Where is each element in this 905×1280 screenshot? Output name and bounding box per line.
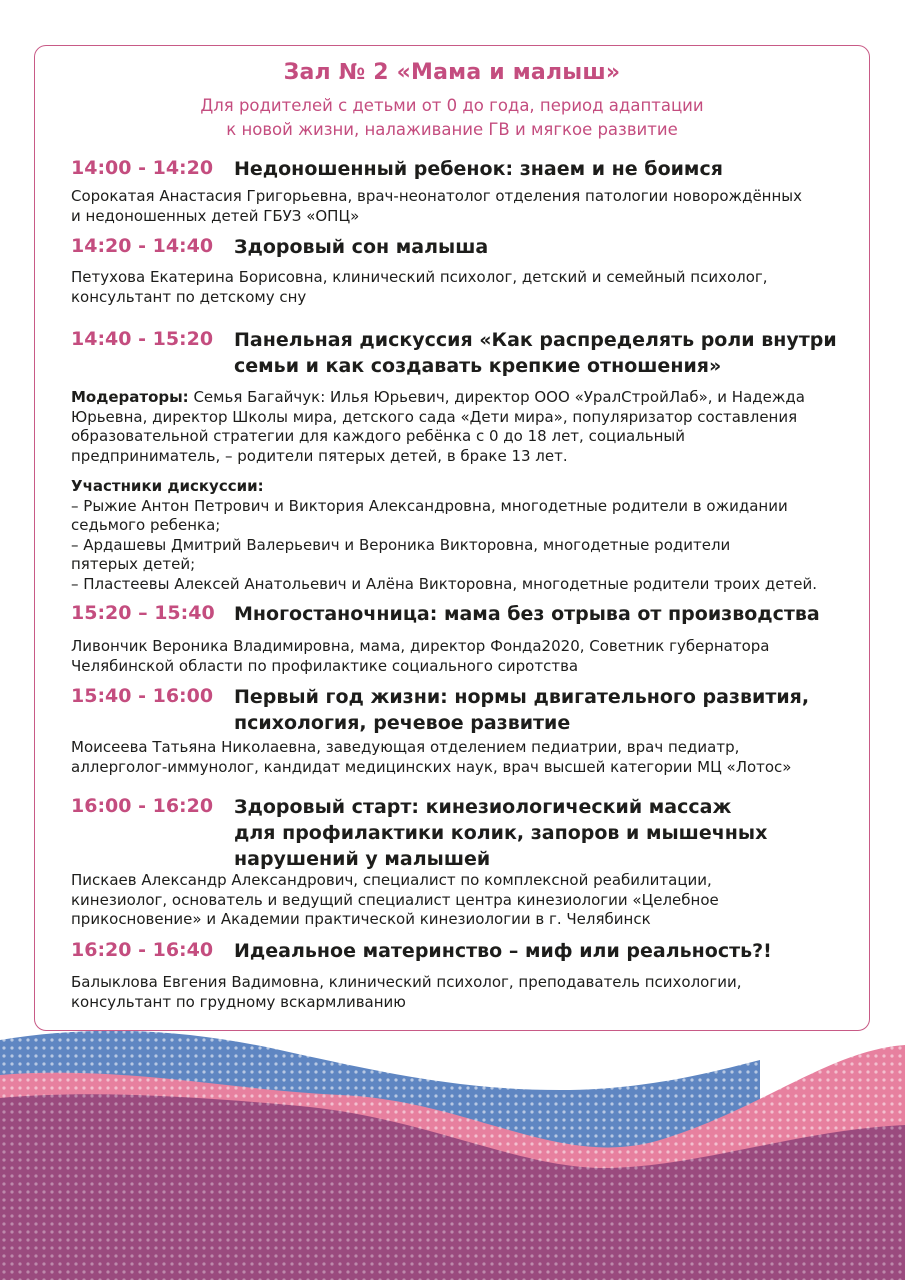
session-7-topic [234, 938, 772, 964]
session-5-topic-line-2: психология, речевое развитие [234, 712, 571, 734]
session-4-speaker-line-2: Челябинской области по профилактике социального сиротства [71, 656, 579, 675]
hall-title: Зал № 2 «Мама и малыш» [283, 60, 621, 85]
program-card [34, 45, 870, 1031]
session-6-topic-line-2: для профилактики колик, запоров и мышечных [234, 822, 768, 844]
session-5-speaker [71, 738, 871, 777]
session-7-speaker-line-1: Балыклова Евгения Вадимовна, клинический психолог, преподаватель психологии, [71, 973, 742, 991]
session-5-speaker-line-1: Моисеева Татьяна Николаевна, заведующая отделением педиатрии, врач педиатр, [71, 738, 740, 756]
session-1-speaker [71, 187, 871, 226]
moderators-label: Модераторы: [71, 388, 189, 406]
participants-line-5: – Пластеевы Алексей Анатольевич и Алёна Викторовна, многодетные родители троих детей. [71, 574, 817, 593]
session-5-speaker-line-2: аллерголог-иммунолог, кандидат медицинских наук, врач высшей категории МЦ «Лотос» [71, 757, 792, 776]
session-4-speaker [71, 637, 871, 676]
session-2-speaker [71, 268, 871, 307]
session-4-topic [234, 601, 820, 627]
session-5-time: 15:40 - 16:00 [71, 685, 214, 707]
participants-line-2: седьмого ребенка; [71, 516, 221, 534]
session-7-time: 16:20 - 16:40 [71, 939, 214, 961]
session-3-participants [71, 477, 871, 594]
session-7-topic-line-1: Идеальное материнство – миф или реальность?! [234, 940, 772, 962]
session-4-topic-line-1: Многостаночница: мама без отрыва от производства [234, 603, 820, 625]
decorative-waves [0, 1020, 905, 1280]
session-6-speaker-line-1: Пискаев Александр Александрович, специалист по комплексной реабилитации, [71, 871, 712, 889]
session-3-moderators [71, 388, 871, 466]
session-6-speaker [71, 871, 871, 930]
session-1-speaker-line-1: Сорокатая Анастасия Григорьевна, врач-неонатолог отделения патологии новорождённых [71, 187, 803, 205]
hall-subtitle-line-1: Для родителей с детьми от 0 до года, период адаптации [200, 96, 704, 115]
session-5-topic-line-1: Первый год жизни: нормы двигательного развития, [234, 686, 810, 708]
session-6-speaker-line-2: кинезиолог, основатель и ведущий специалист центра кинезиологии «Целебное [71, 890, 719, 909]
session-1-time: 14:00 - 14:20 [71, 157, 214, 179]
session-1-topic [234, 156, 723, 182]
session-7-speaker [71, 973, 871, 1012]
session-6-speaker-line-3: прикосновение» и Академии практической кинезиологии в г. Челябинск [71, 910, 651, 928]
session-3-time: 14:40 - 15:20 [71, 328, 214, 350]
session-3-topic-line-1: Панельная дискуссия «Как распределять роли внутри [234, 329, 837, 351]
hall-subtitle-line-2: к новой жизни, налаживание ГВ и мягкое развитие [226, 120, 678, 139]
participants-line-4: пятерых детей; [71, 555, 196, 573]
session-1-topic-line-1: Недоношенный ребенок: знаем и не боимся [234, 158, 723, 180]
moderators-line-4: предприниматель, – родители пятерых детей, в браке 13 лет. [71, 446, 568, 465]
moderators-line-3: образовательной стратегии для каждого ребёнка с 0 до 18 лет, социальный [71, 427, 685, 445]
moderators-text-1: Семья Багайчук: Илья Юрьевич, директор ООО «УралСтройЛаб», и Надежда [188, 388, 805, 406]
session-2-topic [234, 234, 488, 260]
session-2-speaker-line-2: консультант по детскому сну [71, 287, 307, 306]
session-6-topic-line-1: Здоровый старт: кинезиологический массаж [234, 796, 732, 818]
session-5-topic [234, 684, 809, 736]
participants-label: Участники дискуссии: [71, 477, 264, 495]
session-7-speaker-line-2: консультант по грудному вскармливанию [71, 992, 406, 1011]
participants-line-3: – Ардашевы Дмитрий Валерьевич и Вероника Викторовна, многодетные родители [71, 535, 731, 554]
session-3-topic-line-2: семьи и как создавать крепкие отношения» [234, 355, 722, 377]
moderators-line-2: Юрьевна, директор Школы мира, детского сада «Дети мира», популяризатор составления [71, 407, 798, 426]
session-6-topic [234, 794, 767, 872]
session-3-topic [234, 327, 837, 379]
session-4-time: 15:20 – 15:40 [71, 602, 215, 624]
session-6-time: 16:00 - 16:20 [71, 795, 214, 817]
session-2-time: 14:20 - 14:40 [71, 235, 214, 257]
session-6-topic-line-3: нарушений у малышей [234, 848, 491, 870]
session-1-speaker-line-2: и недоношенных детей ГБУЗ «ОПЦ» [71, 206, 360, 225]
participants-line-1: – Рыжие Антон Петрович и Виктория Александровна, многодетные родители в ожидании [71, 496, 788, 515]
moderators-line-1 [71, 388, 871, 408]
session-2-speaker-line-1: Петухова Екатерина Борисовна, клинический психолог, детский и семейный психолог, [71, 268, 768, 286]
session-4-speaker-line-1: Ливончик Вероника Владимировна, мама, директор Фонда2020, Советник губернатора [71, 637, 770, 655]
session-2-topic-line-1: Здоровый сон малыша [234, 236, 489, 258]
